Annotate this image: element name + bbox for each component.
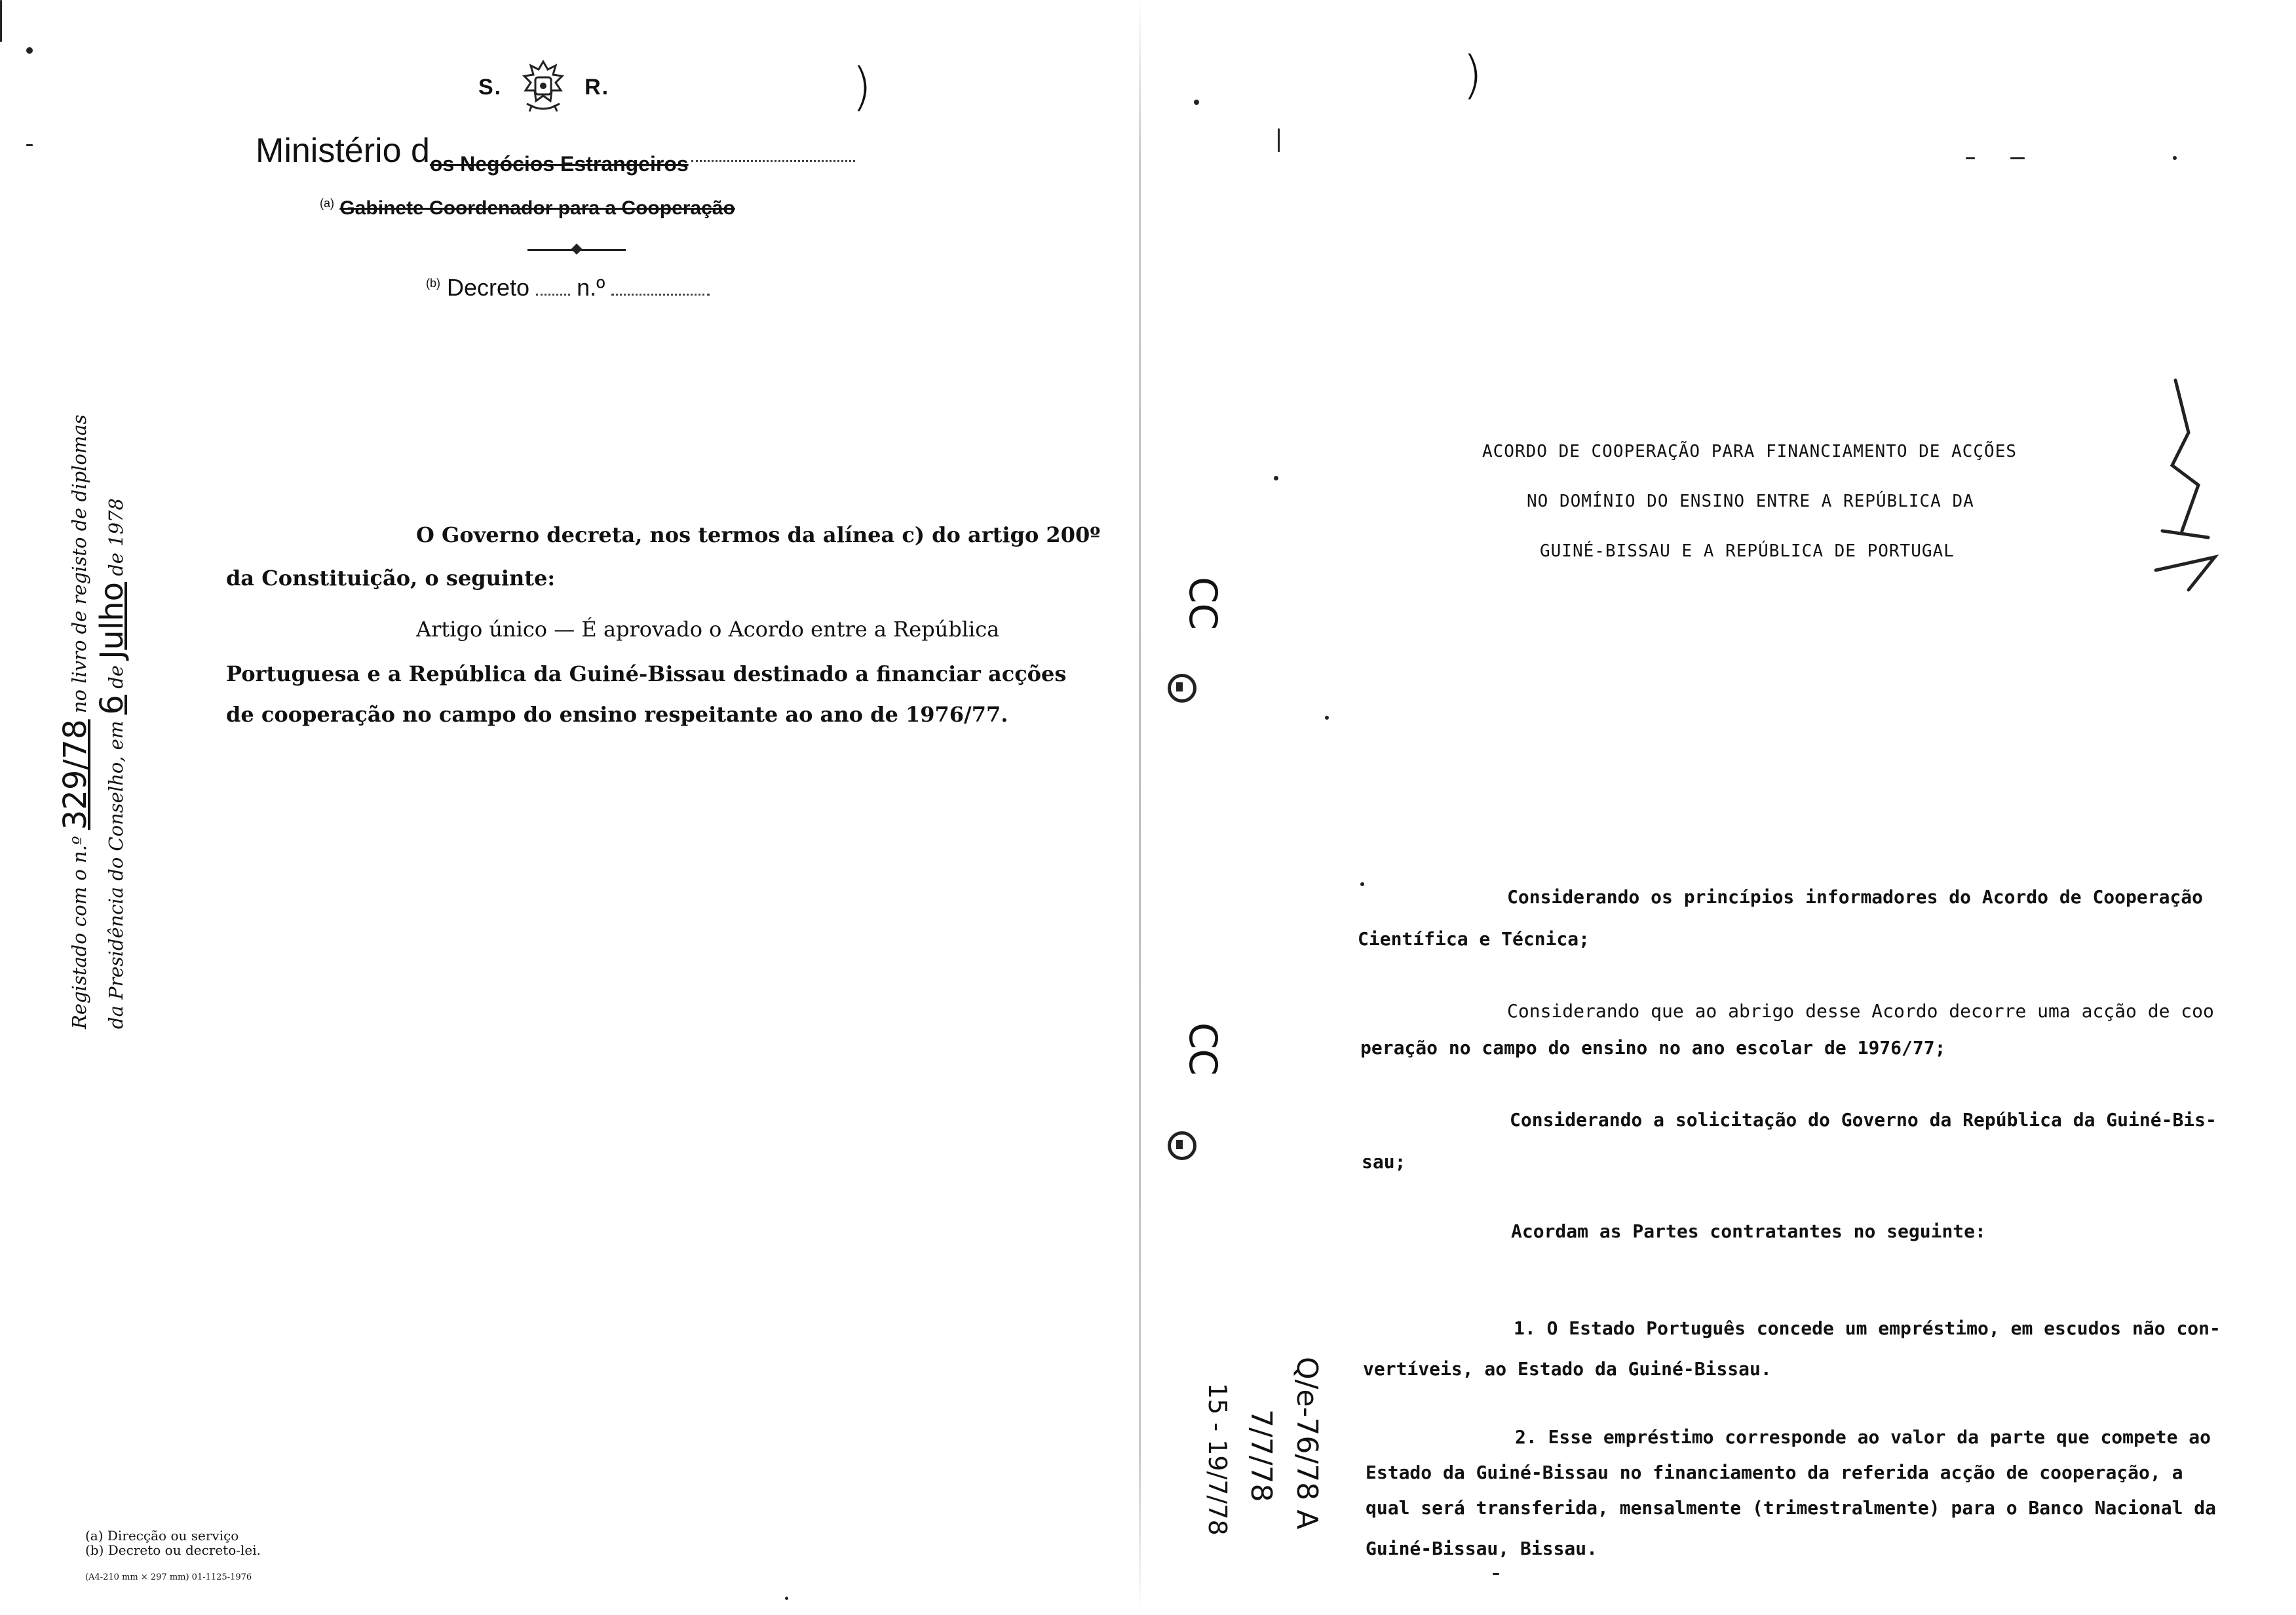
left-paren: )	[852, 58, 872, 117]
body-line-4: Portuguesa e a República da Guiné-Bissau destinado a financiar acções	[226, 661, 1067, 686]
page-fold	[1139, 0, 1141, 1615]
scan-speck	[26, 47, 33, 54]
title-line-1: ACORDO DE COOPERAÇÃO PARA FINANCIAMENTO DE ACÇÕES	[1482, 442, 2018, 461]
para-6-line-d: Guiné-Bissau, Bissau.	[1366, 1538, 1598, 1559]
scan-speck	[0, 0, 2, 42]
para-1-line-a: Considerando os princípios informadores do Acordo de Cooperação	[1507, 886, 2204, 908]
scan-speck	[2173, 156, 2177, 160]
scan-speck	[26, 144, 33, 146]
side-note-prefix-2: da Presidência do Conselho, em	[105, 720, 127, 1029]
decree-number-label: n.º	[577, 274, 605, 301]
side-note-prefix: Registado com o n.º	[68, 836, 90, 1029]
registration-number: 329/78	[57, 719, 94, 830]
form-code: (A4-210 mm × 297 mm) 01-1125-1976	[85, 1572, 252, 1582]
coat-of-arms-icon	[514, 58, 573, 117]
side-note-line-1	[59, 415, 96, 1029]
scan-speck	[1194, 100, 1199, 105]
handwritten-initials-icon	[2136, 374, 2234, 596]
footnote-b: (b) Decreto ou decreto-lei.	[85, 1542, 261, 1558]
ministry-dotted-line	[691, 160, 855, 162]
scan-speck	[1278, 128, 1280, 152]
registration-day: 6	[94, 694, 130, 715]
handwritten-date-1: 7/7/78	[1244, 1409, 1278, 1502]
punch-hole-icon-2	[1168, 1131, 1196, 1160]
title-line-2: NO DOMÍNIO DO ENSINO ENTRE A REPÚBLICA DA	[1527, 492, 1974, 511]
para-2-line-b: peração no campo do ensino no ano escolar de 1976/77;	[1360, 1037, 1946, 1059]
header-letter-s: S.	[478, 74, 503, 100]
para-4: Acordam as Partes contratantes no seguinte:	[1511, 1220, 1986, 1242]
side-note-suffix: no livro de registo de diplomas	[68, 414, 90, 714]
para-2-line-a: Considerando que ao abrigo desse Acordo decorre uma acção de coo	[1507, 1000, 2214, 1022]
ornament-divider	[527, 249, 626, 251]
decree-marker: (b)	[426, 277, 440, 290]
side-note-line-2	[96, 415, 132, 1029]
scan-speck	[2010, 157, 2025, 159]
decree-label: Decreto	[447, 274, 530, 301]
footnotes	[85, 1528, 261, 1585]
para-5-line-b: vertíveis, ao Estado da Guiné-Bissau.	[1363, 1358, 1772, 1380]
scan-speck	[785, 1597, 788, 1600]
right-paren: )	[1463, 46, 1483, 105]
handwritten-reference: Q/e-76/78 A	[1290, 1357, 1324, 1530]
header-letter-r: R.	[584, 74, 610, 100]
handwritten-date-2: 15 - 19/7/78	[1203, 1383, 1232, 1536]
scan-speck	[1966, 157, 1975, 159]
body-line-5: de cooperação no campo do ensino respeitante ao ano de 1976/77.	[226, 702, 1008, 727]
scan-speck	[1360, 882, 1364, 886]
body-line-1: O Governo decreta, nos termos da alínea c) do artigo 200º	[416, 522, 1101, 547]
registration-month: Julho	[94, 582, 130, 659]
header-crest	[478, 58, 609, 117]
ministry-heading	[256, 131, 855, 176]
cabinet-marker: (a)	[320, 197, 334, 210]
para-3-line-b: sau;	[1362, 1151, 1406, 1173]
para-6-line-a: 2. Esse empréstimo corresponde ao valor da parte que compete ao	[1515, 1426, 2211, 1448]
stamp-cc-top: CC	[1181, 577, 1225, 630]
para-5-line-a: 1. O Estado Português concede um empréstimo, em escudos não con-	[1514, 1317, 2221, 1339]
side-note-de: de	[105, 665, 127, 689]
decree-number-blank	[611, 294, 710, 296]
punch-hole-icon	[1168, 674, 1196, 703]
scan-speck	[1493, 1573, 1499, 1575]
scan-speck	[1274, 476, 1278, 480]
cabinet-line	[320, 197, 735, 220]
stamp-cc-mid: CC	[1181, 1022, 1225, 1076]
para-3-line-a: Considerando a solicitação do Governo da República da Guiné-Bis-	[1510, 1109, 2217, 1131]
decree-type-blank	[536, 294, 570, 296]
scan-speck	[1325, 716, 1329, 720]
registration-year: de 1978	[105, 498, 127, 576]
footnote-a: (a) Direcção ou serviço	[85, 1528, 239, 1544]
ministry-suffix: os Negócios Estrangeiros	[429, 152, 689, 176]
para-6-line-c: qual será transferida, mensalmente (trimestralmente) para o Banco Nacional da	[1366, 1497, 2217, 1519]
decree-line	[426, 274, 710, 302]
cabinet-text: Gabinete Coordenador para a Cooperação	[339, 197, 735, 219]
body-line-3: Artigo único — É aprovado o Acordo entre a República	[416, 617, 1000, 642]
para-1-line-b: Científica e Técnica;	[1358, 928, 1590, 950]
para-6-line-b: Estado da Guiné-Bissau no financiamento da referida acção de cooperação, a	[1366, 1462, 2183, 1483]
body-line-2: da Constituição, o seguinte:	[226, 566, 556, 591]
registration-side-note	[59, 415, 132, 1029]
ministry-main: Ministério d	[256, 132, 430, 170]
title-line-3: GUINÉ-BISSAU E A REPÚBLICA DE PORTUGAL	[1540, 541, 1955, 561]
